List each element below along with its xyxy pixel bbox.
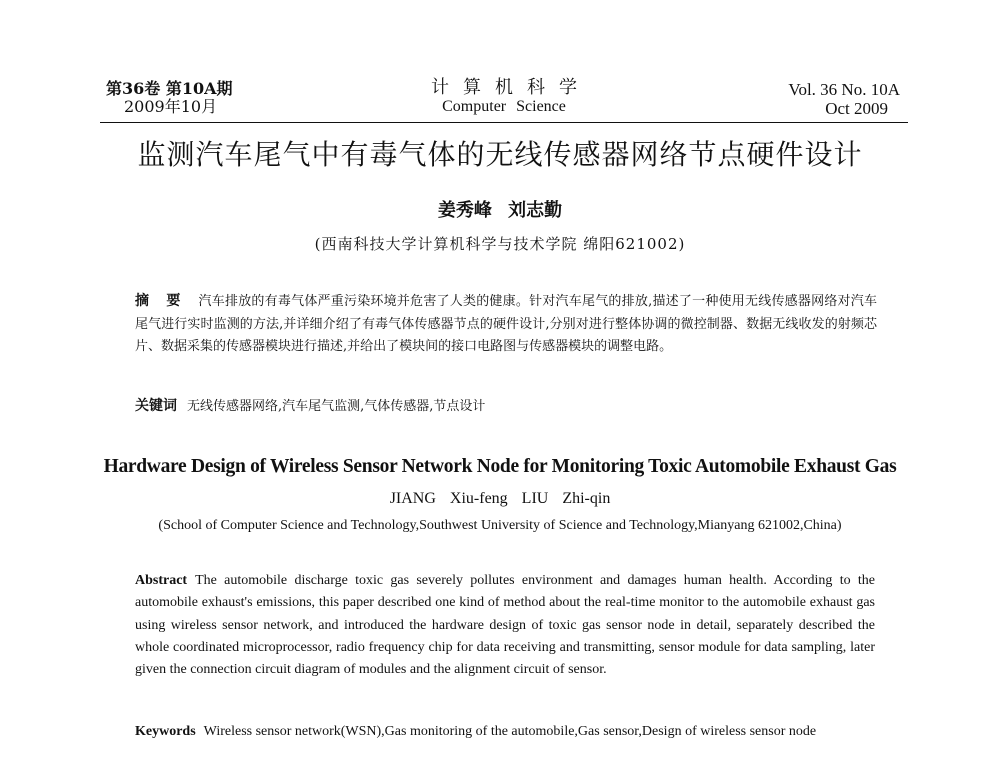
header-issue-en (788, 80, 900, 118)
abstract-en (135, 570, 875, 681)
paper-title-cn: 监测汽车尾气中有毒气体的无线传感器网络节点硬件设计 (137, 138, 863, 171)
keywords-en (135, 722, 895, 742)
volume-issue-en: Vol. 36 No. 10A (788, 80, 900, 99)
affiliation-en: (School of Computer Science and Technology,Southwest University of Science and Technology,Mianyang 621002,China) (158, 518, 842, 533)
affiliation-cn: (西南科技大学计算机科学与技术学院 绵阳621002) (314, 235, 686, 253)
keywords-text-en: Wireless sensor network(WSN),Gas monitoring of the automobile,Gas sensor,Design of wireless sensor node (203, 724, 817, 739)
journal-header (100, 70, 908, 120)
authors-en: JIANG Xiu-feng LIU Zhi-qin (389, 490, 611, 507)
paper-title-en: Hardware Design of Wireless Sensor Network Node for Monitoring Toxic Automobile Exhaust Gas (103, 456, 897, 477)
journal-name-en: Computer Science (442, 98, 566, 115)
keywords-cn (135, 396, 877, 417)
journal-name-cn: 计算机科学 (431, 77, 591, 98)
keywords-text-cn: 无线传感器网络,汽车尾气监测,气体传感器,节点设计 (187, 399, 486, 414)
keywords-label-cn: 关键词 (135, 398, 177, 414)
abstract-text-en: The automobile discharge toxic gas severely pollutes environment and damages human health. According to the automobile exhaust's emissions, this paper described one kind of method about the real-time monitor to the automobile exhaust gas using wireless sensor network, and introduced the hardware design of toxic gas sensor node in detail, separately described the whole coordinated microprocessor, radio frequency chip for data receiving and transmitting, sensor module for data sampling, later given the connection circuit diagram of modules and the alignment circuit of sensor. (135, 573, 875, 678)
date-en: Oct 2009 (825, 99, 888, 118)
volume-issue-cn: 第36卷 第10A期 (106, 79, 233, 98)
abstract-cn (135, 290, 877, 359)
header-divider (100, 122, 908, 123)
abstract-text-cn: 汽车排放的有毒气体严重污染环境并危害了人类的健康。针对汽车尾气的排放,描述了一种使用无线传感器网络对汽车尾气进行实时监测的方法,并详细介绍了有毒气体传感器节点的硬件设计,分别对进行整体协调的微控制器、数据无线收发的射频芯片、数据采集的传感器模块进行描述,并给出了模块间的接口电路图与传感器模块的调整电路。 (135, 294, 877, 354)
abstract-label-cn: 摘 要 (135, 293, 187, 309)
authors-cn: 姜秀峰 刘志勤 (437, 200, 563, 221)
abstract-label-en: Abstract (135, 573, 188, 588)
journal-name (100, 78, 908, 116)
keywords-label-en: Keywords (135, 724, 196, 739)
date-cn: 2009年10月 (124, 97, 218, 116)
